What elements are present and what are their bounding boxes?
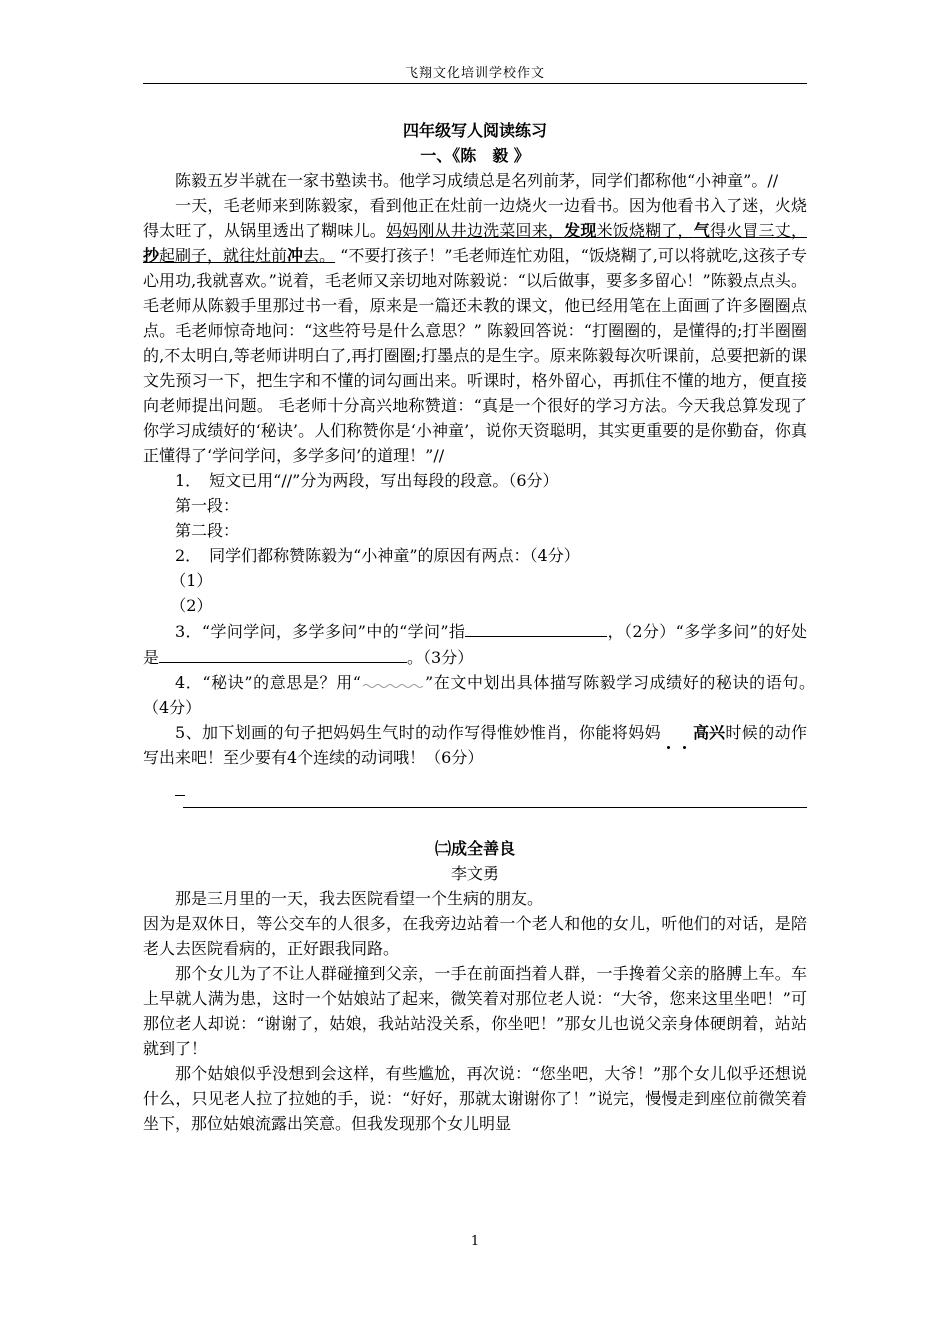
bold-verb-4: 冲 (287, 246, 304, 265)
story-title-chen-yi: 一、《陈 毅 》 (420, 146, 530, 165)
worksheet-title: 四年级写人阅读练习 (402, 121, 547, 140)
question-1-part-a: 第一段： (175, 496, 240, 515)
emphasis-dot (683, 746, 686, 749)
paragraph-2-text-a: 一天，毛老师来到陈毅家，看到他正在灶前一边烧火一边看书。因为他看书入了迷，火烧得太旺了，从锅里透出了糊味儿。 (143, 196, 807, 240)
story-2-paragraph-3: 那个女儿为了不让人群碰撞到父亲，一手在前面挡着人群，一手搀着父亲的胳膊上车。车上早就人满为患，这时一个姑娘站了起来，微笑着对那位老人说：“大爷，您来这里坐吧！”可那位老人却说：“谢谢了，姑娘，我站站没关系，你坐吧！”那女儿也说父亲身体硬朗着，站站就到了！ (143, 964, 807, 1058)
question-3-text-a: 3．“学问学问，多学多问”中的“学问”指 (175, 622, 466, 641)
bold-verb-2: 气 (693, 221, 710, 240)
paragraph-2 (143, 193, 807, 468)
question-3-text-c: 。（3分） (407, 648, 474, 667)
story-title-2: ㈡成全善良 (434, 839, 515, 858)
question-4-text-b: ”在文中划出具体描写陈毅学习成绩好的秘诀的语句。 （4分） (143, 673, 824, 717)
underlined-part-1: 妈妈刚从井边洗菜回来， (385, 221, 565, 240)
page-header: 飞翔文化培训学校作文 (404, 66, 545, 81)
question-1: 1． 短文已用“//”分为两段，写出每段的段意。（6分） (175, 471, 559, 490)
paragraph-1: 陈毅五岁半就在一家书塾读书。他学习成绩总是名列前茅，同学们都称他“小神童”。// (175, 171, 779, 190)
answer-dash (175, 783, 185, 796)
page-number: 1 (470, 1234, 480, 1249)
emphasis-text: 高兴 (693, 723, 726, 742)
underlined-part-2: 米饭烧糊了， (596, 221, 694, 240)
story-2-paragraph-4: 那个姑娘似乎没想到会这样，有些尴尬，再次说：“您坐吧，大爷！”那个女儿似乎还想说什么，只见老人拉了拉她的手，说：“好好，那就太谢谢你了！”说完，慢慢走到座位前微笑着坐下，那位姑娘流露出笑意。但我发现那个女儿明显 (143, 1064, 807, 1133)
underlined-part-5: 去。 (303, 246, 336, 265)
question-5 (143, 720, 807, 770)
header-rule (143, 83, 807, 84)
underlined-part-3: 得火冒三丈， (709, 221, 807, 240)
question-3-text-b: ，（2分）“多学多问”的好处是 (143, 622, 807, 667)
question-5-text-b: 时候的动作写出来吧！至少要有4个连续的动词哦！（6分） (143, 723, 807, 767)
question-1-part-b: 第二段： (175, 521, 240, 540)
bold-verb-3: 抄 (143, 246, 160, 265)
question-2-part-2: （2） (170, 596, 213, 615)
answer-blank-2[interactable] (159, 644, 407, 663)
question-2-part-1: （1） (170, 571, 213, 590)
story-author: 李文勇 (450, 864, 499, 883)
emphasis-dot (667, 746, 670, 749)
wavy-underline-icon (361, 677, 425, 691)
answer-blank-1[interactable] (465, 618, 607, 637)
answer-line-start (143, 778, 807, 803)
document-body (143, 118, 824, 1136)
bold-verb-1: 发现 (564, 221, 597, 240)
story-2-paragraph-1: 那是三月里的一天，我去医院看望一个生病的朋友。 (175, 889, 544, 908)
underlined-part-4: 起刷子，就往灶前 (159, 246, 288, 265)
dotted-emphasis-word (661, 720, 725, 745)
question-4 (143, 670, 824, 720)
question-2: 2． 同学们都称赞陈毅为“小神童”的原因有两点：（4分） (175, 546, 580, 565)
question-5-text-a: 5、加下划画的句子把妈妈生气时的动作写得惟妙惟肖，你能将妈妈 (175, 723, 661, 742)
question-4-text-a: 4．“秘诀”的意思是？用“ (175, 673, 361, 692)
story-2-paragraph-2: 因为是双休日，等公交车的人很多，在我旁边站着一个老人和他的女儿，听他们的对话，是陪老人去医院看病的，正好跟我同路。 (143, 914, 807, 958)
question-3 (143, 618, 807, 670)
paragraph-2-text-c: “不要打孩子！”毛老师连忙劝阻，“饭烧糊了,可以将就吃,这孩子专心用功,我就喜欢。”说着，毛老师又亲切地对陈毅说：“以后做事，要多多留心！”陈毅点点头。毛老师从陈毅手里那过书一看，原来是一篇还未教的课文，他已经用笔在上面画了许多圈圈点点。毛老师惊奇地问：“这些符号是什么意思？” 陈毅回答说：“打圈圈的，是懂得的;打半圈圈的,不太明白,等老师讲明白了,再打圈圈;打墨点的是生字。原来陈毅每次听课前，总要把新的课文先预习一下，把生字和不懂的词勾画出来。听课时，格外留心，再抓住不懂的地方，便直接向老师提出问题。 毛老师十分高兴地称赞道：“真是一个很好的学习方法。今天我总算发现了你学习成绩好的‘秘诀’。人们称赞你是‘小神童’，说你天资聪明，其实更重要的是你勤奋，你真正懂得了‘学问学问，多学多问’的道理！”// (143, 246, 807, 465)
